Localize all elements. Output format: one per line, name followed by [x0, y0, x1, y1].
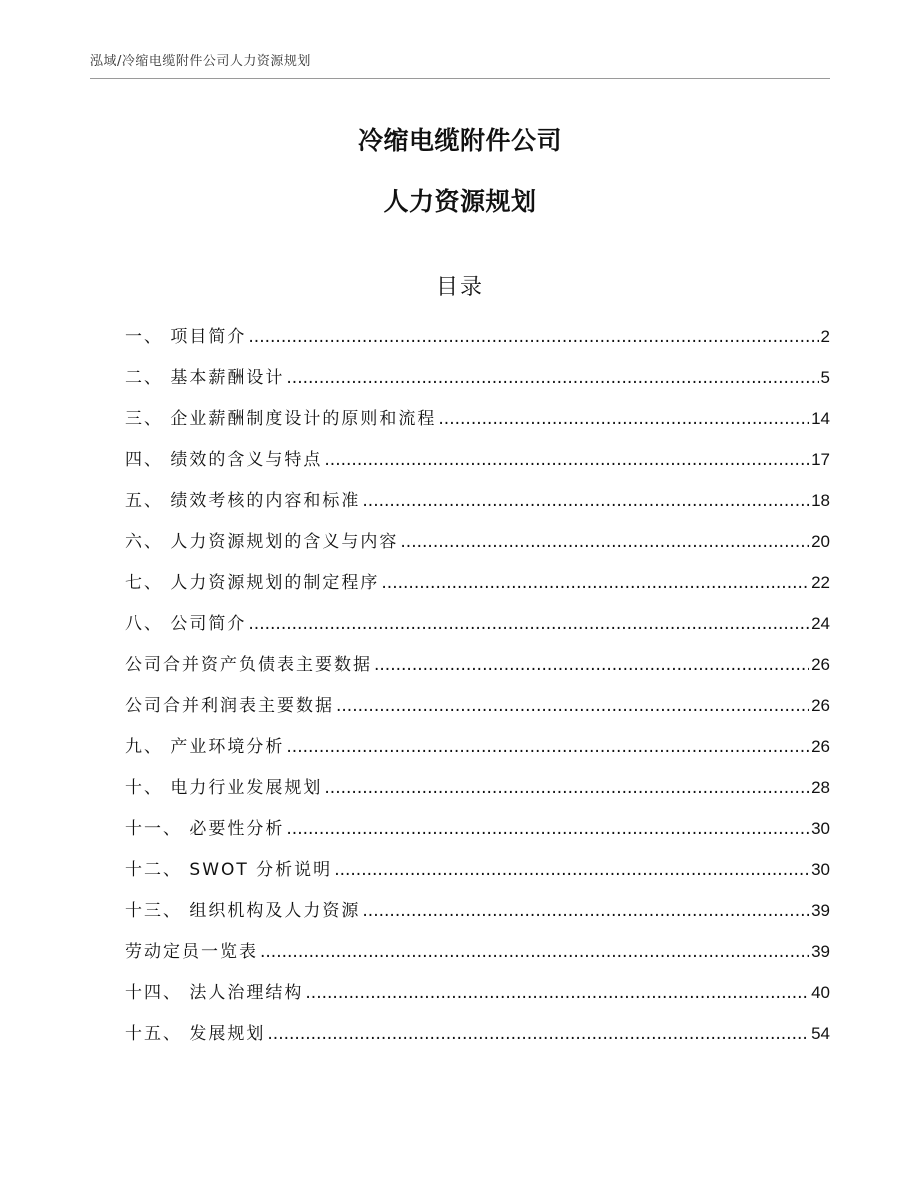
toc-entry-page: 39 [811, 901, 830, 920]
toc-entry[interactable] [125, 692, 830, 733]
toc-entry[interactable] [125, 405, 830, 446]
toc-entry-page: 26 [811, 655, 830, 674]
toc-entry-label: 三、 企业薪酬制度设计的原则和流程 [125, 409, 437, 429]
toc-entry-page: 30 [811, 819, 830, 838]
toc-entry-page: 5 [820, 368, 830, 387]
toc-entry-label: 十三、 组织机构及人力资源 [125, 901, 361, 921]
toc-entry[interactable] [125, 1020, 830, 1061]
document-subtitle: 人力资源规划 [383, 187, 537, 216]
toc-entry[interactable] [125, 774, 830, 815]
toc-entry[interactable] [125, 569, 830, 610]
toc-dot-leader [324, 446, 809, 474]
toc-entry[interactable] [125, 897, 830, 938]
toc-entry-page: 54 [811, 1024, 830, 1043]
toc-dot-leader [336, 692, 809, 720]
toc-dot-leader [362, 487, 809, 515]
toc-entry-label: 十、 电力行业发展规划 [125, 778, 323, 798]
toc-entry-label: 六、 人力资源规划的含义与内容 [125, 532, 399, 552]
toc-dot-leader [286, 733, 809, 761]
toc-dot-leader [381, 569, 809, 597]
toc-entry-label: 一、 项目简介 [125, 327, 247, 347]
toc-dot-leader [362, 897, 809, 925]
toc-dot-leader [248, 610, 809, 638]
toc-entry-page: 22 [811, 573, 830, 592]
running-header: 泓域/冷缩电缆附件公司人力资源规划 [90, 54, 311, 69]
toc-entry-label: 四、 绩效的含义与特点 [125, 450, 323, 470]
toc-entry-label: 公司合并利润表主要数据 [125, 696, 334, 716]
toc-entry-page: 26 [811, 737, 830, 756]
toc-entry[interactable] [125, 610, 830, 651]
document-title: 冷缩电缆附件公司 [357, 126, 562, 155]
toc-dot-leader [305, 979, 809, 1007]
toc-entry-page: 18 [811, 491, 830, 510]
toc-entry-page: 28 [811, 778, 830, 797]
toc-dot-leader [267, 1020, 809, 1048]
toc-entry-page: 39 [811, 942, 830, 961]
toc-entry-label: 二、 基本薪酬设计 [125, 368, 285, 388]
toc-entry-page: 24 [811, 614, 830, 633]
toc-entry[interactable] [125, 938, 830, 979]
toc-entry[interactable] [125, 446, 830, 487]
toc-dot-leader [334, 856, 809, 884]
toc-entry-label: 八、 公司简介 [125, 614, 247, 634]
table-of-contents [125, 323, 830, 1061]
toc-entry-label: 九、 产业环境分析 [125, 737, 285, 757]
toc-dot-leader [260, 938, 809, 966]
toc-entry[interactable] [125, 733, 830, 774]
toc-entry[interactable] [125, 979, 830, 1020]
toc-entry-label: 劳动定员一览表 [125, 942, 258, 962]
header-divider [90, 78, 830, 79]
toc-dot-leader [400, 528, 809, 556]
toc-entry-page: 14 [811, 409, 830, 428]
toc-entry-page: 20 [811, 532, 830, 551]
toc-entry[interactable] [125, 323, 830, 364]
toc-dot-leader [324, 774, 809, 802]
toc-entry-page: 17 [811, 450, 830, 469]
toc-entry-label: 十五、 发展规划 [125, 1024, 266, 1044]
toc-dot-leader [286, 364, 818, 392]
toc-entry[interactable] [125, 364, 830, 405]
toc-dot-leader [438, 405, 809, 433]
toc-entry-label: 十四、 法人治理结构 [125, 983, 304, 1003]
toc-entry-page: 40 [811, 983, 830, 1002]
toc-entry-label: 十二、 SWOT 分析说明 [125, 860, 333, 880]
toc-dot-leader [286, 815, 809, 843]
toc-entry[interactable] [125, 856, 830, 897]
toc-heading: 目录 [435, 275, 484, 300]
toc-entry[interactable] [125, 651, 830, 692]
toc-entry-label: 七、 人力资源规划的制定程序 [125, 573, 380, 593]
toc-entry-label: 五、 绩效考核的内容和标准 [125, 491, 361, 511]
toc-dot-leader [248, 323, 818, 351]
toc-entry-page: 30 [811, 860, 830, 879]
toc-entry[interactable] [125, 528, 830, 569]
toc-entry-label: 十一、 必要性分析 [125, 819, 285, 839]
toc-entry-label: 公司合并资产负债表主要数据 [125, 655, 372, 675]
toc-entry-page: 2 [820, 327, 830, 346]
toc-dot-leader [374, 651, 809, 679]
toc-entry[interactable] [125, 815, 830, 856]
toc-entry[interactable] [125, 487, 830, 528]
toc-entry-page: 26 [811, 696, 830, 715]
